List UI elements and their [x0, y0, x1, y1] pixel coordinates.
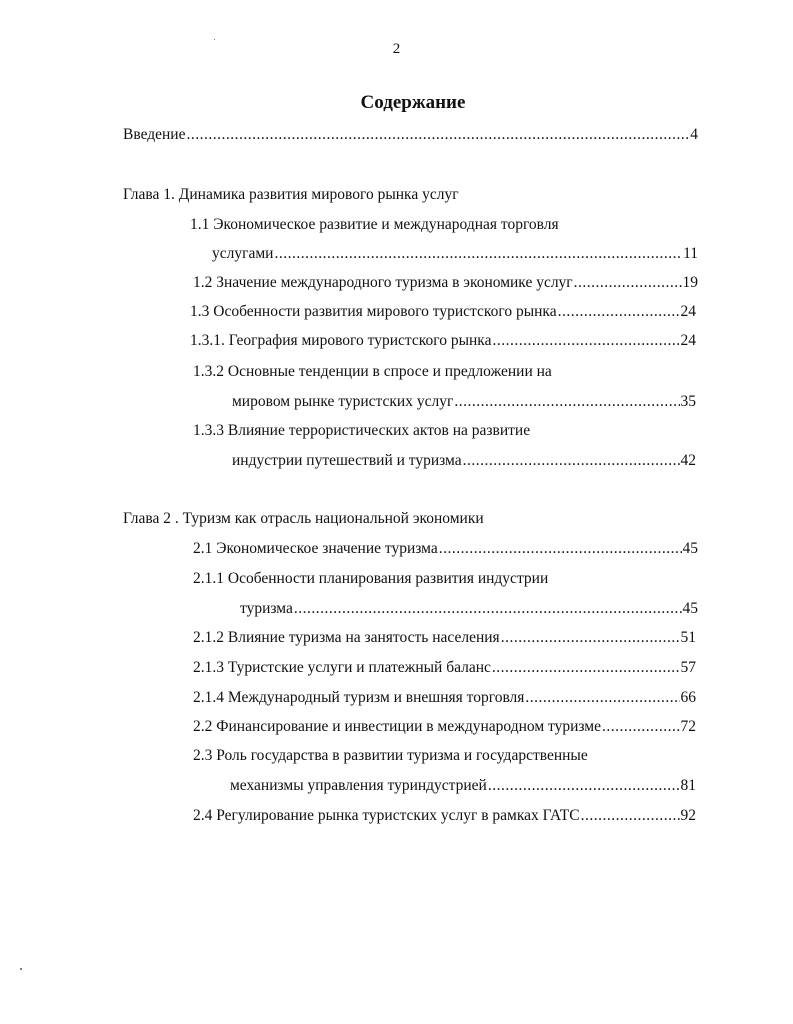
dot-leader [581, 806, 680, 826]
scan-speck [214, 39, 215, 40]
toc-page-number: 19 [682, 274, 698, 291]
toc-entry-2-4 [193, 806, 696, 826]
dot-leader [463, 451, 680, 471]
toc-entry-2-1-4 [193, 688, 696, 708]
toc-entry-text: 1.2 Значение международного туризма в экономике услуг [193, 274, 573, 291]
toc-entry-text: услугами [212, 245, 274, 262]
toc-entry-text: 2.1 Экономическое значение туризма [193, 540, 438, 557]
toc-entry-1-2 [193, 273, 698, 293]
toc-page-number: 45 [682, 600, 698, 617]
toc-page-number: 4 [690, 126, 698, 143]
toc-entry-2-1-3 [193, 658, 696, 678]
toc-entry-2-3-line1: 2.3 Роль государства в развитии туризма и государственные [193, 747, 588, 764]
toc-entry-text: индустрии путешествий и туризма [232, 452, 462, 469]
toc-entry-text: Введение [123, 126, 186, 143]
dot-leader [492, 331, 679, 351]
toc-page-number: 51 [680, 629, 696, 646]
toc-entry-1-3-2-line1: 1.3.2 Основные тенденции в спросе и предложении на [193, 363, 552, 380]
chapter-heading-1: Глава 1. Динамика развития мирового рынка услуг [123, 186, 459, 203]
toc-entry-text: мировом рынке туристских услуг [232, 393, 454, 410]
toc-page-number: 57 [680, 659, 696, 676]
dot-leader [492, 658, 680, 678]
chapter-heading-2: Глава 2 . Туризм как отрасль национальной экономики [123, 510, 484, 527]
toc-entry-text: 2.4 Регулирование рынка туристских услуг в рамках ГАТС [193, 807, 580, 824]
toc-entry-1-3-3 [232, 451, 696, 471]
dot-leader [558, 302, 680, 322]
toc-page-number: 45 [682, 540, 698, 557]
dot-leader [525, 688, 679, 708]
dot-leader [501, 628, 680, 648]
toc-page-number: 66 [680, 689, 696, 706]
scan-speck [20, 968, 22, 970]
toc-entry-text: 1.3.1. География мирового туристского рынка [190, 332, 492, 349]
toc-entry-2-1-2 [193, 628, 696, 648]
toc-page-number: 42 [680, 452, 696, 469]
toc-page-number: 72 [680, 718, 696, 735]
toc-entry-2-3 [230, 776, 696, 796]
toc-entry-1-3 [190, 302, 696, 322]
toc-page-number: 35 [680, 393, 696, 410]
toc-entry-text: 2.1.4 Международный туризм и внешняя торговля [193, 689, 525, 706]
toc-page-number: 92 [680, 807, 696, 824]
toc-entry-2-1 [193, 539, 698, 559]
toc-page-number: 11 [683, 245, 698, 262]
toc-entry-text: туризма [240, 600, 293, 617]
dot-leader [488, 776, 680, 796]
dot-leader [602, 717, 680, 737]
toc-entry-2-2 [193, 717, 696, 737]
toc-entry-text: 2.2 Финансирование и инвестиции в международном туризме [193, 718, 601, 735]
toc-entry-1-1 [212, 244, 698, 264]
toc-entry-1-3-3-line1: 1.3.3 Влияние террористических актов на развитие [193, 422, 531, 439]
page-number: 2 [392, 41, 401, 57]
toc-entry-2-1-1-line1: 2.1.1 Особенности планирования развития индустрии [193, 570, 549, 587]
toc-page-number: 81 [680, 777, 696, 794]
toc-entry-text: механизмы управления туриндустрией [230, 777, 487, 794]
toc-entry-1-3-1 [190, 331, 696, 351]
toc-entry-text: 2.1.2 Влияние туризма на занятость населения [193, 629, 500, 646]
toc-entry-intro [123, 125, 698, 145]
toc-entry-text: 1.3 Особенности развития мирового туристского рынка [190, 303, 557, 320]
page-title: Содержание [360, 92, 466, 113]
dot-leader [574, 273, 682, 293]
toc-entry-text: 2.1.3 Туристские услуги и платежный баланс [193, 659, 491, 676]
toc-entry-1-1-line1: 1.1 Экономическое развитие и международная торговля [190, 216, 559, 233]
dot-leader [454, 392, 679, 412]
dot-leader [186, 125, 689, 145]
dot-leader [294, 599, 682, 619]
toc-entry-1-3-2 [232, 392, 696, 412]
toc-page-number: 24 [680, 303, 696, 320]
toc-entry-2-1-1 [240, 599, 698, 619]
dot-leader [274, 244, 682, 264]
toc-page-number: 24 [680, 332, 696, 349]
dot-leader [439, 539, 682, 559]
